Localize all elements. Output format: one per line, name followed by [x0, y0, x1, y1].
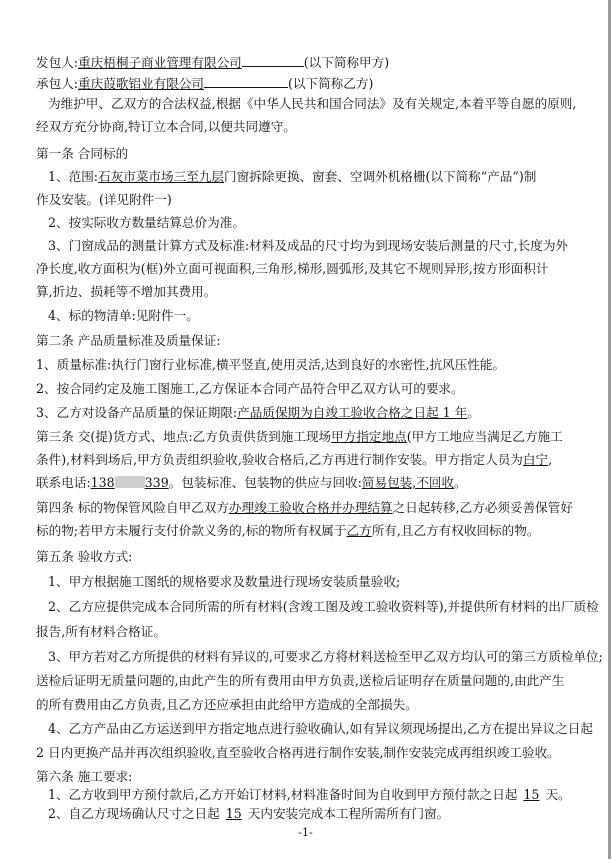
phone-number [91, 475, 169, 490]
party-a-label: 发包人: [36, 55, 79, 70]
article-3-line-2 [36, 451, 552, 468]
article-3-line-1-pre: 第三条 交(提)货方式、地点:乙方负责供货到施工现场 [36, 429, 332, 444]
article-6-item-2-pre: 2、自乙方现场确认尺寸之日起 [48, 806, 220, 821]
party-a-note: (以下简称甲方) [303, 55, 390, 70]
article-4-line-2-pre: 标的物;若甲方未履行支付价款义务的,标的物所有权属于 [36, 523, 347, 538]
article-5-title: 第五条 验收方式: [36, 549, 133, 564]
article-5-item-4-line-1: 4、乙方产品由乙方运送到甲方指定地点进行验收确认,如有异议须现场提出,乙方在提出异议之日起 [48, 721, 593, 736]
party-b-note: (以下简称乙方) [287, 76, 374, 91]
article-2-item-3 [36, 404, 480, 421]
article-1-item-1-cont: 作及安装。(详见附件一) [36, 192, 172, 207]
article-6-item-2 [48, 805, 449, 822]
party-a-line [36, 53, 389, 71]
party-a-blank [242, 53, 304, 67]
party-b-blank [204, 74, 288, 88]
party-b-name: 重庆葭歌铝业有限公司 [78, 76, 204, 91]
article-5-item-2-line-2: 报告,所有材料合格证。 [36, 624, 166, 639]
phone-label: 联系电话: [36, 475, 91, 490]
article-5-item-2-line-1: 2、乙方应提供完成本合同所需的所有材料(含竣工图及竣工验收资料等),并提供所有材料的出厂质检 [48, 599, 599, 614]
article-2-item-3-post: 。 [467, 405, 480, 420]
designated-person: 白宁 [522, 452, 549, 467]
article-5-item-1: 1、甲方根据施工图纸的规格要求及数量进行现场安装质量验收; [48, 574, 401, 589]
article-3-line-3-post: 。 [454, 475, 467, 490]
article-1-item-2: 2、按实际收方数量结算总价为准。 [48, 215, 245, 230]
article-3-line-1 [36, 428, 563, 445]
article-1-item-1-post: 门窗拆除更换、窗套、空调外机格栅(以下简称“产品”)制 [223, 169, 537, 184]
article-1-scope: 石灰市菜市场三至九层 [98, 169, 224, 184]
article-5-item-3-line-1: 3、甲方若对乙方所提供的材料有异议的,可要求乙方将材料送检至甲乙双方均认可的第三方质检单位; [48, 649, 603, 664]
article-3-line-2-pre: 条件),材料到场后,甲方负责组织验收,验收合格后,乙方再进行制作安装。甲方指定人员为 [36, 452, 523, 467]
article-1-item-3-line-3: 算,折边、损耗等不增加其费用。 [36, 284, 217, 299]
article-4-line-2 [36, 522, 539, 539]
intro-line-1: 为维护甲、乙双方的合法权益,根据《中华人民共和国合同法》及有关规定,本着平等自愿的原则, [48, 96, 577, 111]
article-6-item-1 [48, 786, 571, 803]
article-5-item-3-line-3: 的所有费用由乙方负责,且乙方还应承担由此给甲方造成的全部损失。 [36, 697, 418, 712]
article-2-item-3-pre: 3、乙方对设备产品质量的保证期限: [36, 405, 238, 420]
article-6-title: 第六条 施工要求: [36, 769, 133, 784]
ownership-party: 乙方 [346, 523, 372, 538]
article-5-item-4-line-2: 2 日内更换产品并再次组织验收,直至验收合格再进行制作安装,制作安装完成再组织竣工验收。 [36, 745, 560, 760]
article-5-item-3-line-2: 送检后证明无质量问题的,由此产生的所有费用由甲方负责,送检后证明存在质量问题的,由此产生 [36, 673, 565, 688]
article-1-item-3-line-2: 净长度,收方面积为(框)外立面可视面积,三角形,梯形,圆弧形,及其它不规则异形,按方形面积计 [36, 261, 549, 276]
party-b-label: 承包人: [36, 76, 79, 91]
party-b-line [36, 74, 373, 92]
delivery-location: 甲方指定地点 [331, 429, 407, 444]
intro-line-2: 经双方充分协商,特订立本合同,以便共同遵守。 [36, 119, 296, 134]
article-4-line-1-pre: 第四条 标的物保管风险自甲乙双方 [36, 500, 229, 515]
article-3-line-2-post: , [548, 452, 553, 467]
article-6-item-1-pre: 1、乙方收到甲方预付款后,乙方开始订材料,材料准备时间为自收到甲方预付款之日起 [48, 787, 518, 802]
party-a-name: 重庆梧桐子商业管理有限公司 [78, 55, 242, 70]
article-1-item-3-line-1: 3、门窗成品的测量计算方式及标准:材料及成品的尺寸均为到现场安装后测量的尺寸,长度为外 [48, 238, 569, 253]
page-number: -1- [298, 826, 313, 839]
article-6-item-1-post: 天。 [545, 787, 571, 802]
article-1-item-1 [48, 168, 536, 185]
article-6-item-2-post: 天内安装完成本工程所需所有门窗。 [247, 806, 450, 821]
article-2-item-2: 2、按合同约定及施工图施工,乙方保证本合同产品符合甲乙双方认可的要求。 [36, 381, 464, 396]
phone-end: 339 [144, 475, 169, 490]
article-4-line-2-post: 所有,且乙方有权收回标的物。 [371, 523, 540, 538]
article-3-line-1-post: (甲方工地应当满足乙方施工 [406, 429, 563, 444]
article-1-title: 第一条 合同标的 [36, 146, 129, 161]
article-2-title: 第二条 产品质量标准及质量保证: [36, 333, 221, 348]
material-prep-days: 15 [523, 787, 540, 802]
installation-days: 15 [225, 806, 242, 821]
article-1-item-4: 4、标的物清单:见附件一。 [48, 308, 199, 323]
article-1-item-1-pre: 1、范围: [48, 169, 99, 184]
article-4-line-1-post: 之日起转移,乙方必须妥善保管好 [392, 500, 573, 515]
article-2-item-1: 1、质量标准:执行门窗行业标准,横平竖直,使用灵活,达到良好的水密性,抗风压性能。 [36, 357, 506, 372]
packaging-label: 。包装标准、包装物的供应与回收: [168, 475, 362, 490]
risk-transfer-condition: 办理竣工验收合格并办理结算 [228, 500, 393, 515]
phone-redaction [115, 476, 145, 488]
packaging-standard: 简易包装,不回收 [361, 475, 455, 490]
warranty-period: 产品质保期为自竣工验收合格之日起 1 年 [237, 405, 468, 420]
article-3-line-3 [36, 474, 467, 491]
article-4-line-1 [36, 499, 573, 516]
phone-start: 138 [90, 475, 115, 490]
